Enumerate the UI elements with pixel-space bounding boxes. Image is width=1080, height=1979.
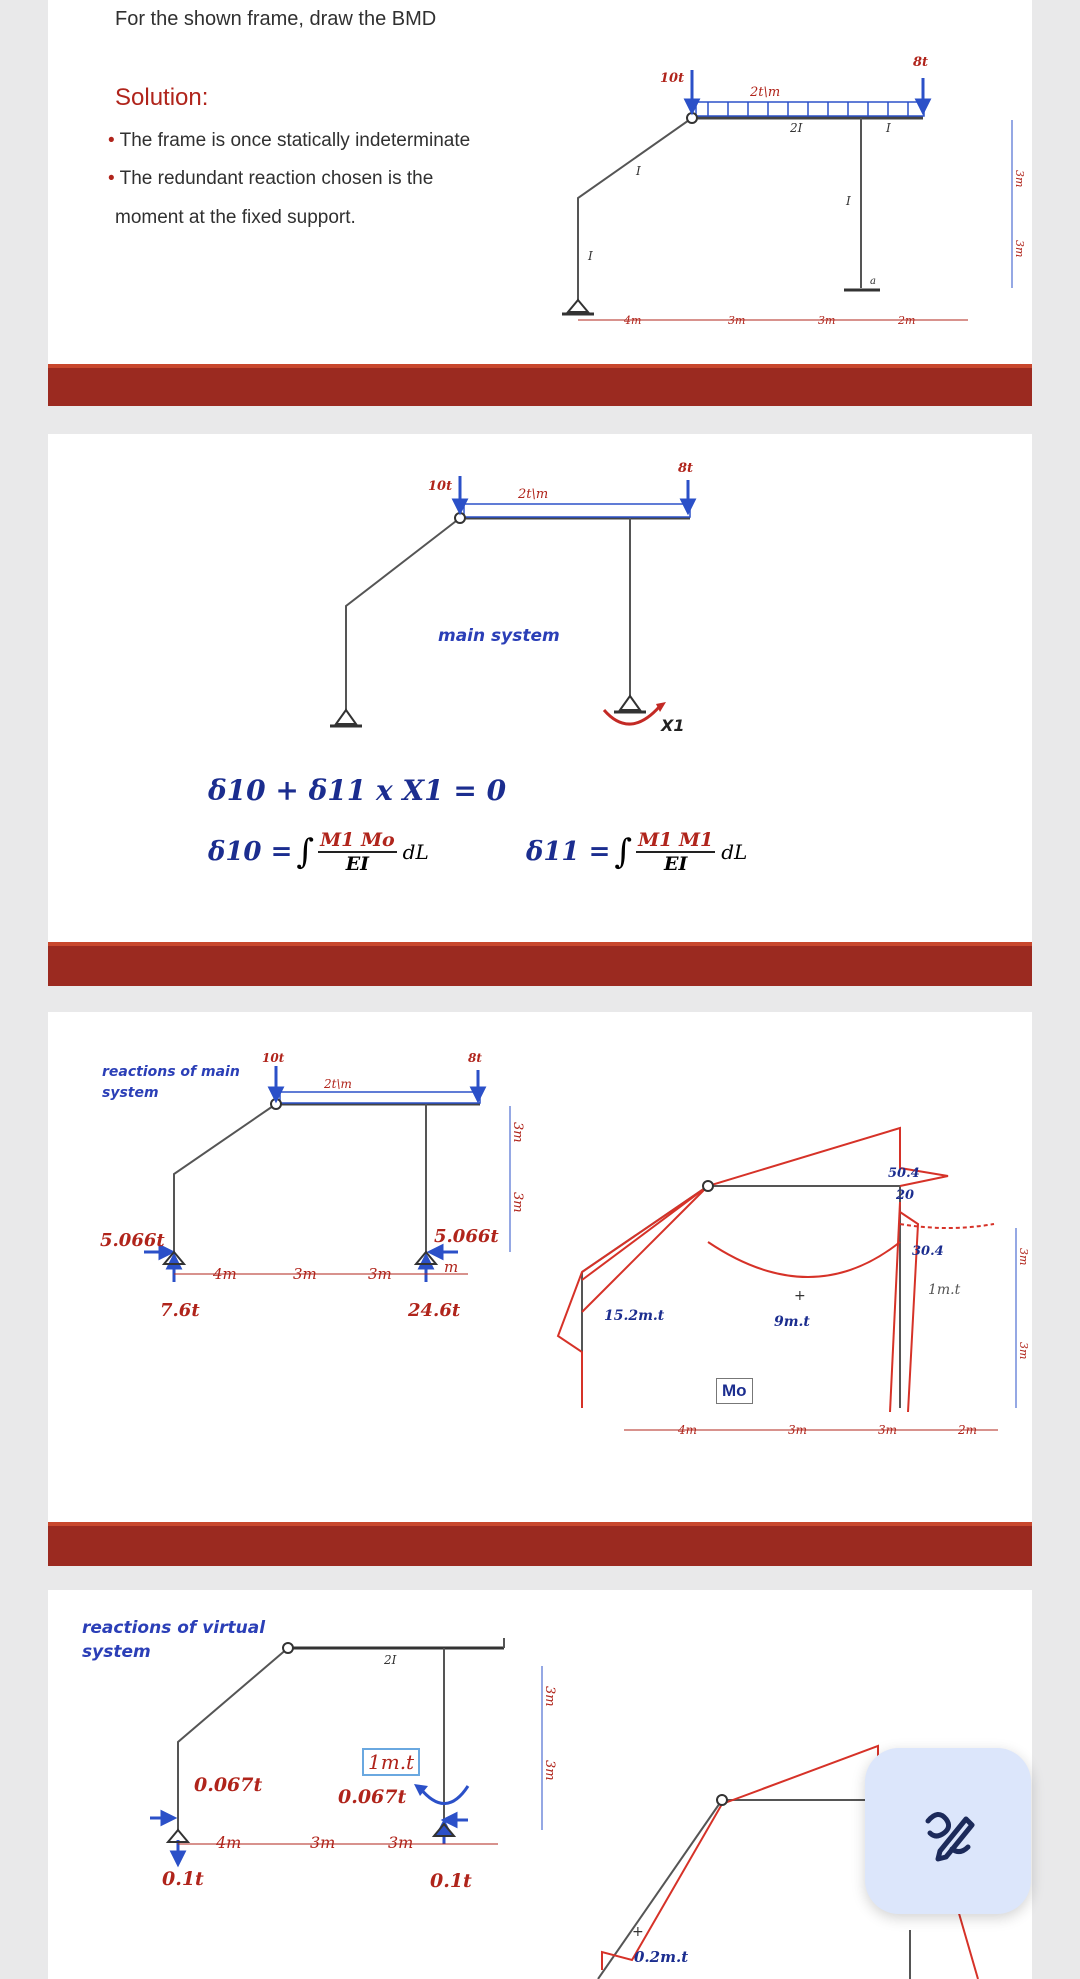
question-text: For the shown frame, draw the BMD [115,8,437,30]
h-left-reaction: 0.067t [194,1774,263,1796]
bullet-dot: • [108,168,115,189]
frame-diagram-1 [48,0,1032,364]
mo-label: Mo [716,1378,753,1404]
x1-label: X1 [661,716,685,735]
bmd-value-20: 20 [896,1188,915,1203]
v-right-reaction: 24.6t [408,1300,461,1321]
bmd-span-2: 3m [788,1423,808,1437]
bmd-value-15-2: 15.2m.t [604,1308,665,1324]
slide3-title-1: reactions of main [102,1064,240,1080]
eq2-lhs: δ10 = [208,837,293,867]
left-col-inertia: I [588,249,593,263]
bmd-span-1: 4m [678,1423,698,1437]
divider-bar-3 [48,1522,1032,1566]
load-8t-label: 8t [913,55,929,70]
moment-unit: m [444,1258,459,1276]
integral-symbol: ∫ [614,832,633,872]
bullet-2-cont: moment at the fixed support. [115,207,356,228]
slide3-title-2: system [102,1085,159,1101]
eq2-numerator: M1 Mo [320,829,395,851]
reactions-diagram [48,1012,1032,1522]
height-2: 3m [542,1760,557,1781]
bmd-value-30-4: 30.4 [912,1244,944,1259]
load-10t-label: 10t [428,479,453,494]
eq2-dl: dL [402,840,429,864]
divider-bar-2 [48,942,1032,986]
bullet-dot: • [108,130,115,151]
height-2: 3m [1013,240,1026,258]
bmd-span-4: 2m [958,1423,978,1437]
eq2-fraction [318,829,397,875]
bmd-value-9mt: 9m.t [774,1314,810,1330]
bmd-value-50-4: 50.4 [888,1166,920,1181]
right-col-inertia: I [846,194,851,208]
span-1: 4m [624,314,642,327]
slide4-title-2: system [82,1642,151,1662]
slide-2 [48,434,1032,942]
bmd-value-1mt: 1m.t [928,1282,961,1298]
udl-label: 2t\m [750,85,781,100]
eq3-denominator: EI [663,853,688,875]
span-3: 3m [368,1265,392,1283]
beam-inertia: 2I [790,121,803,135]
v-left-reaction: 7.6t [160,1300,200,1321]
bullet-1-text: The frame is once statically indeterminate [119,130,471,151]
virtual-bmd-value: 0.2m.t [634,1948,689,1966]
span-1: 4m [216,1833,242,1852]
eq3-fraction [636,829,715,875]
height-2: 3m [510,1192,525,1213]
load-8t-label: 8t [468,1051,482,1065]
h-right-reaction: 0.067t [338,1786,407,1808]
span-3: 3m [388,1833,414,1852]
span-3: 3m [818,314,836,327]
h-right-reaction: 5.066t [434,1226,499,1247]
v-right-reaction: 0.1t [430,1870,472,1892]
equation-3 [526,829,747,875]
slide-3 [48,1012,1032,1522]
plus-sign: + [794,1288,806,1304]
redundant-moment-arrow [604,706,660,724]
beam-inertia: 2I [384,1653,397,1667]
slide4-title-1: reactions of virtual [82,1618,266,1638]
height-1: 3m [510,1122,525,1143]
plus-sign: + [632,1924,644,1940]
span-2: 3m [728,314,746,327]
divider-bar-1 [48,364,1032,406]
height-1: 3m [542,1686,557,1707]
bmd-main-frame [582,1186,900,1408]
left-member [578,118,692,300]
span-4: 2m [898,314,916,327]
bmd-span-3: 3m [878,1423,898,1437]
udl-arrows [708,102,908,116]
bullet-2-text: The redundant reaction chosen is the [119,168,434,189]
load-8t-label: 8t [678,461,694,476]
load-10t-label: 10t [262,1051,285,1065]
bmd-height-2: 3m [1017,1342,1030,1360]
incl-inertia: I [636,164,641,178]
slide-1 [48,0,1032,364]
height-1: 3m [1013,170,1026,188]
main-system-label: main system [438,626,560,646]
unit-moment-label: 1m.t [362,1748,420,1776]
udl-label: 2t\m [518,487,549,502]
left-support [568,300,588,312]
udl-box [464,504,690,517]
span-2: 3m [310,1833,336,1852]
v-left-reaction: 0.1t [162,1868,204,1890]
load-10t-label: 10t [660,71,685,86]
bmd-height-1: 3m [1017,1248,1030,1266]
integral-symbol: ∫ [296,832,315,872]
edit-fab-button[interactable] [865,1748,1031,1914]
eq3-numerator: M1 M1 [638,829,714,851]
h-left-reaction: 5.066t [100,1230,165,1251]
span-1: 4m [213,1265,237,1283]
eq3-lhs: δ11 = [526,837,611,867]
solution-title: Solution: [115,84,209,111]
support-a-label: a [870,276,876,287]
equation-2 [208,829,429,875]
eq3-dl: dL [721,840,748,864]
span-2: 3m [293,1265,317,1283]
distributed-load-box [696,102,924,116]
beam-right-inertia: I [886,121,891,135]
eq2-denominator: EI [345,853,370,875]
udl-label: 2t\m [324,1077,352,1091]
pencil-edit-icon [916,1799,980,1863]
equation-1: δ10 + δ11 x X1 = 0 [208,774,507,807]
bmd-main-curve [558,1128,994,1412]
